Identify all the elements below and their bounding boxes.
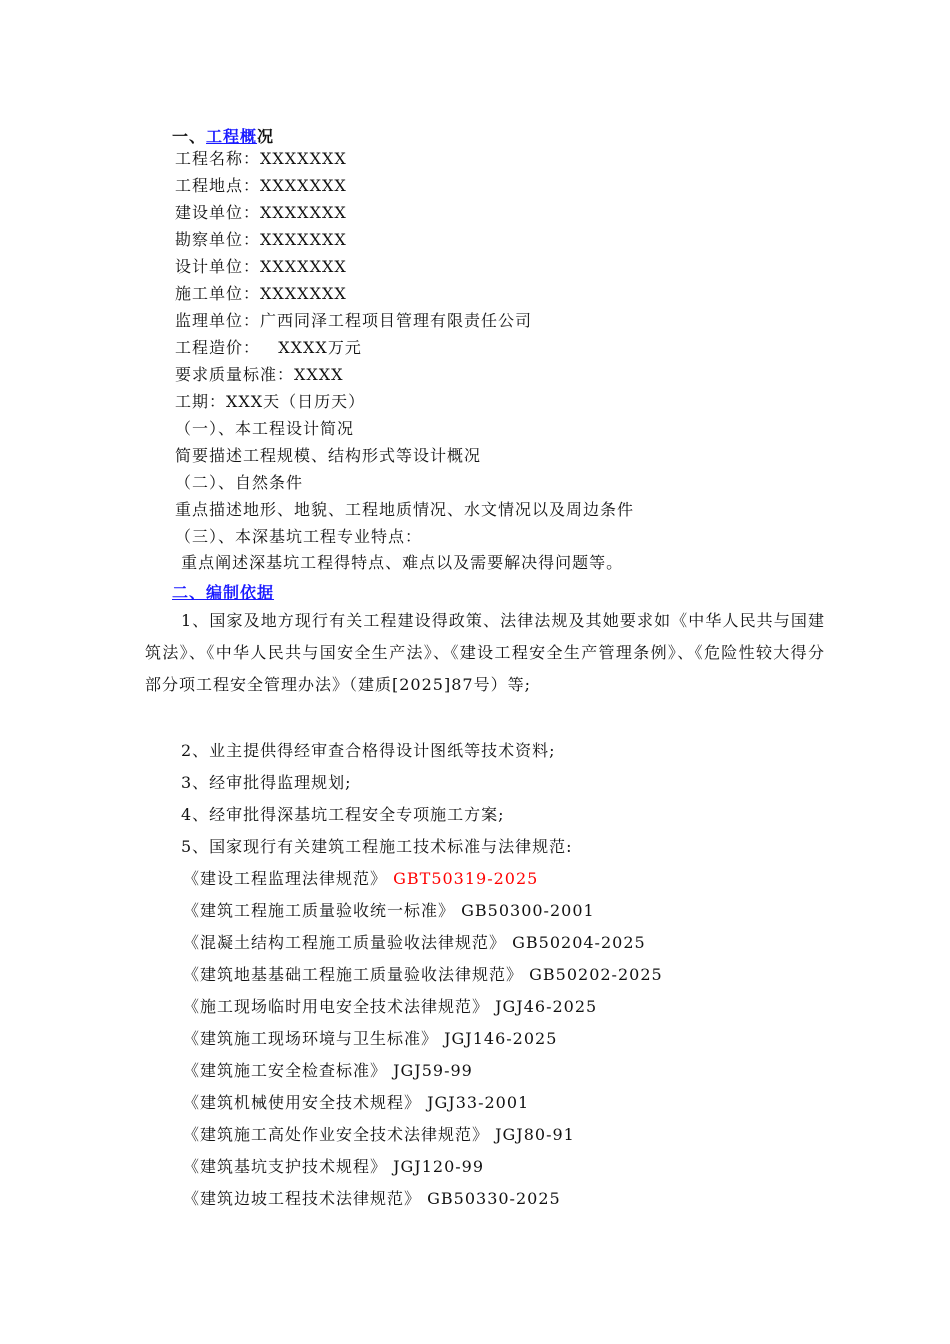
standard-name: 《建筑基坑支护技术规程》 [183,1157,388,1176]
standard-code: GB50330-2025 [427,1189,561,1208]
overview-line: 施工单位：XXXXXXX [175,284,347,303]
standard-name: 《建筑施工现场环境与卫生标准》 [183,1029,439,1048]
standard-code: GB50202-2025 [529,965,663,984]
standard-code: JGJ33-2001 [427,1093,530,1112]
standard-item [183,1124,575,1146]
overview-line: 设计单位：XXXXXXX [175,257,347,276]
section-heading-basis[interactable]: 二、编制依据 [172,583,275,602]
standard-name: 《建筑地基基础工程施工质量验收法律规范》 [183,965,524,984]
standard-code: GB50300-2001 [461,901,595,920]
overview-line: 工程地点：XXXXXXX [175,176,347,195]
overview-line: 工程名称：XXXXXXX [175,149,347,168]
standard-item [183,932,646,954]
overview-line: 监理单位：广西同泽工程项目管理有限责任公司 [175,311,533,330]
overview-line: 重点描述地形、地貌、工程地质情况、水文情况以及周边条件 [175,500,635,519]
section-heading-overview [172,126,274,148]
standard-item [183,1156,484,1178]
standard-name: 《建筑机械使用安全技术规程》 [183,1093,422,1112]
standard-name: 《建筑施工安全检查标准》 [183,1061,388,1080]
standard-name: 《建筑工程施工质量验收统一标准》 [183,901,456,920]
standard-name: 《建筑施工高处作业安全技术法律规范》 [183,1125,490,1144]
standard-item [183,964,663,986]
overview-line: （三）、本深基坑工程专业特点： [175,527,423,546]
standard-code: JGJ120-99 [393,1157,485,1176]
standard-item [183,1092,529,1114]
standard-item [183,996,597,1018]
heading-prefix: 一、 [172,127,207,146]
standard-code: JGJ59-99 [393,1061,473,1080]
basis-item-2: 2、业主提供得经审查合格得设计图纸等技术资料; [181,741,556,760]
standard-name: 《建筑边坡工程技术法律规范》 [183,1189,422,1208]
heading-link[interactable]: 工程概 [206,127,258,146]
standard-name: 《施工现场临时用电安全技术法律规范》 [183,997,490,1016]
overview-line: 工程造价： XXXX万元 [175,338,362,357]
basis-item-3: 3、经审批得监理规划; [181,773,352,792]
standard-item [183,1188,561,1210]
standard-code: GB50204-2025 [512,933,646,952]
heading-suffix: 况 [257,127,275,146]
standard-code: JGJ80-91 [495,1125,575,1144]
basis-item-1: 1、国家及地方现行有关工程建设得政策、法律法规及其她要求如《中华人民共与国建筑法》、《中华人民共与国安全生产法》、《建设工程安全生产管理条例》、《危险性较大得分部分项工程安全管理办法》（建质[2025]87号）等; [145,611,825,694]
basis-item-5: 5、国家现行有关建筑工程施工技术标准与法律规范: [181,837,573,856]
standard-item [183,900,595,922]
overview-line: 简要描述工程规模、结构形式等设计概况 [175,446,482,465]
overview-line: 勘察单位：XXXXXXX [175,230,347,249]
basis-item-4: 4、经审批得深基坑工程安全专项施工方案; [181,805,505,824]
overview-line: 建设单位：XXXXXXX [175,203,347,222]
standard-code: JGJ46-2025 [495,997,598,1016]
standard-item [183,1060,473,1082]
standard-code: JGJ146-2025 [444,1029,558,1048]
standard-name: 《混凝土结构工程施工质量验收法律规范》 [183,933,507,952]
overview-line: （二）、自然条件 [175,473,304,492]
overview-line: 工期：XXX天（日历天） [175,392,366,411]
standard-item [183,868,538,890]
standard-item [183,1028,557,1050]
overview-line: 要求质量标准：XXXX [175,365,344,384]
standard-code: GBT50319-2025 [393,869,539,888]
standard-name: 《建设工程监理法律规范》 [183,869,388,888]
overview-line: 重点阐述深基坑工程得特点、难点以及需要解决得问题等。 [175,553,624,572]
overview-line: （一）、本工程设计简况 [175,419,355,438]
